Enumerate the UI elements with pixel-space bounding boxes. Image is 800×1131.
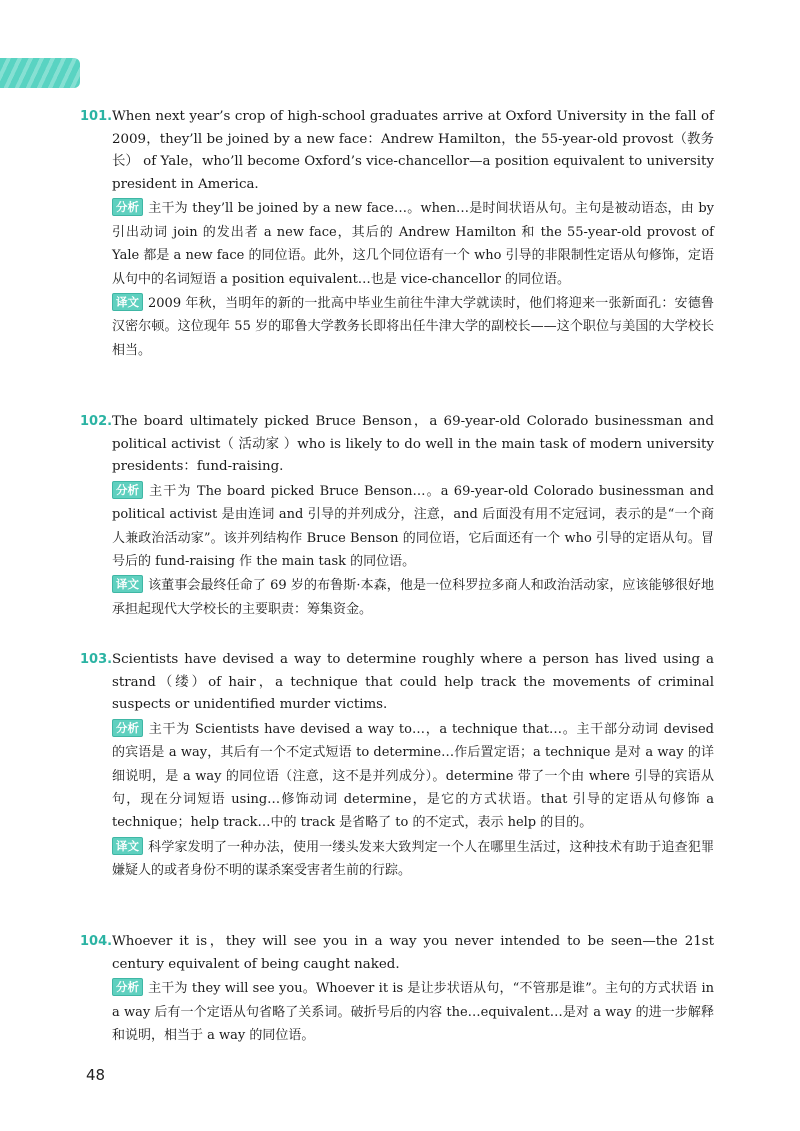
question-number: 101.	[80, 109, 113, 124]
question-104	[80, 931, 714, 976]
question-101	[80, 106, 714, 196]
question-text: The board ultimately picked Bruce Benson，a 69-year-old Colorado businessman and political activist（ 活动家 ）who is likely to do well in the main task of modern university presidents：fund-raising.	[112, 414, 714, 475]
analysis-102	[112, 480, 714, 574]
question-103	[80, 649, 714, 717]
entry-101	[80, 106, 714, 362]
question-text: Scientists have devised a way to determine roughly where a person has lived using a strand（缕）of hair，a technique that could help track the movements of criminal suspects or unidentified murder victims.	[112, 652, 714, 713]
translation-text: 该董事会最终任命了 69 岁的布鲁斯·本森，他是一位科罗拉多商人和政治活动家，应该能够很好地承担起现代大学校长的主要职责：筹集资金。	[112, 578, 714, 617]
question-text: When next year’s crop of high-school graduates arrive at Oxford University in the fall of 2009，they’ll be joined by a new face：Andrew Hamilton，the 55-year-old provost（教务长） of Yale，who’ll become Oxford’s vice-chancellor—a position equivalent to university president in America.	[112, 109, 714, 192]
translation-text: 科学家发明了一种办法，使用一缕头发来大致判定一个人在哪里生活过，这种技术有助于追查犯罪嫌疑人的或者身份不明的谋杀案受害者生前的行踪。	[112, 839, 714, 879]
translation-103	[112, 836, 714, 883]
analysis-tag: 分析	[112, 978, 143, 996]
question-102	[80, 411, 714, 479]
analysis-text: 主干为 they’ll be joined by a new face…。when…是时间状语从句。主句是被动语态，由 by 引出动词 join 的发出者 a new face，其后的 Andrew Hamilton 和 the 55-year-old provost of Yale 都是 a new face 的同位语。此外，这几个同位语有一个 who 引导的非限制性定语从句修饰，定语从句中的名词短语 a position equivalent…也是 vice-chancellor 的同位语。	[112, 201, 714, 287]
translation-102	[112, 574, 714, 621]
translation-text: 2009 年秋，当明年的新的一批高中毕业生前往牛津大学就读时，他们将迎来一张新面孔：安德鲁 汉密尔顿。这位现年 55 岁的耶鲁大学教务长即将出任牛津大学的副校长——这个职位与美国的大学校长相当。	[112, 296, 714, 358]
entry-104	[80, 931, 714, 1047]
analysis-text: 主干为 Scientists have devised a way to…，a technique that…。主干部分动词 devised 的宾语是 a way，其后有一个不定式短语 to determine…作后置定语；a technique 是对 a way 的详细说明，是 a way 的同位语（注意，这不是并列成分）。determine 带了一个由 where 引导的宾语从句，现在分词短语 using…修饰动词 determine，是它的方式状语。that 引导的定语从句修饰 a technique；help track…中的 track 是省略了 to 的不定式，表示 help 的目的。	[112, 721, 714, 831]
chapter-tab-decoration	[0, 58, 80, 88]
analysis-text: 主干为 The board picked Bruce Benson…。a 69-year-old Colorado businessman and political activist 是由连词 and 引导的并列成分，注意，and 后面没有用不定冠词，表示的是“一个商人兼政治活动家”。该并列结构作 Bruce Benson 的同位语，它后面还有一个 who 引导的定语从句。冒号后的 fund-raising 作 the main task 的同位语。	[112, 483, 714, 569]
translation-tag: 译文	[112, 575, 143, 593]
translation-tag: 译文	[112, 293, 143, 311]
analysis-text: 主干为 they will see you。Whoever it is 是让步状语从句，“不管那是谁”。主句的方式状语 in a way 后有一个定语从句省略了关系词。破折号后的内容 the…equivalent…是对 a way 的进一步解释和说明，相当于 a way 的同位语。	[112, 981, 714, 1043]
page-number: 48	[86, 1066, 106, 1084]
analysis-tag: 分析	[112, 198, 143, 216]
analysis-103	[112, 718, 714, 835]
question-text: Whoever it is，they will see you in a way you never intended to be seen—the 21st century equivalent of being caught naked.	[112, 934, 714, 972]
translation-101	[112, 292, 714, 362]
analysis-101	[112, 197, 714, 291]
translation-tag: 译文	[112, 837, 143, 855]
question-number: 102.	[80, 414, 113, 429]
analysis-104	[112, 977, 714, 1047]
analysis-tag: 分析	[112, 481, 143, 499]
entry-102	[80, 411, 714, 621]
entry-103	[80, 649, 714, 883]
question-number: 103.	[80, 652, 113, 667]
analysis-tag: 分析	[112, 719, 143, 737]
question-number: 104.	[80, 934, 113, 949]
